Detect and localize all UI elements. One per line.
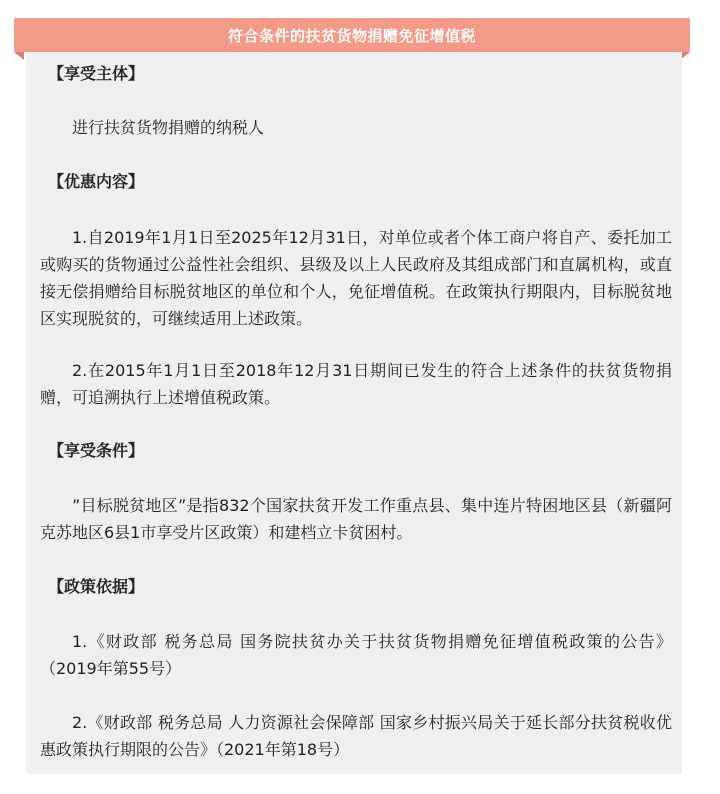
heading-basis: 【政策依据】 — [48, 577, 145, 596]
heading-content: 【优惠内容】 — [48, 172, 145, 191]
basis-item-1: 1.《财政部 税务总局 国务院扶贫办关于扶贫货物捐赠免征增值税政策的公告》（2019年第55号） — [40, 632, 672, 678]
heading-subject: 【享受主体】 — [48, 64, 145, 83]
page-title: 符合条件的扶贫货物捐赠免征增值税 — [227, 27, 476, 45]
subject-text: 进行扶贫货物捐赠的纳税人 — [72, 118, 265, 137]
conditions-text: ”目标脱贫地区”是指832个国家扶贫开发工作重点县、集中连片特困地区县（新疆阿克苏地区6县1市享受片区政策）和建档立卡贫困村。 — [40, 496, 672, 542]
basis-item-2: 2.《财政部 税务总局 人力资源社会保障部 国家乡村振兴局关于延长部分扶贫税收优惠政策执行期限的公告》（2021年第18号） — [40, 713, 672, 759]
heading-conditions: 【享受条件】 — [48, 441, 145, 460]
title-banner — [14, 18, 690, 52]
content-item-1: 1.自2019年1月1日至2025年12月31日，对单位或者个体工商户将自产、委托加工或购买的货物通过公益性社会组织、县级及以上人民政府及其组成部门和直属机构，或直接无偿捐赠给目标脱贫地区的单位和个人，免征增值税。在政策执行期限内，目标脱贫地区实现脱贫的，可继续适用上述政策。 — [40, 228, 672, 328]
content-item-2: 2.在2015年1月1日至2018年12月31日期间已发生的符合上述条件的扶贫货物捐赠，可追溯执行上述增值税政策。 — [40, 361, 672, 407]
